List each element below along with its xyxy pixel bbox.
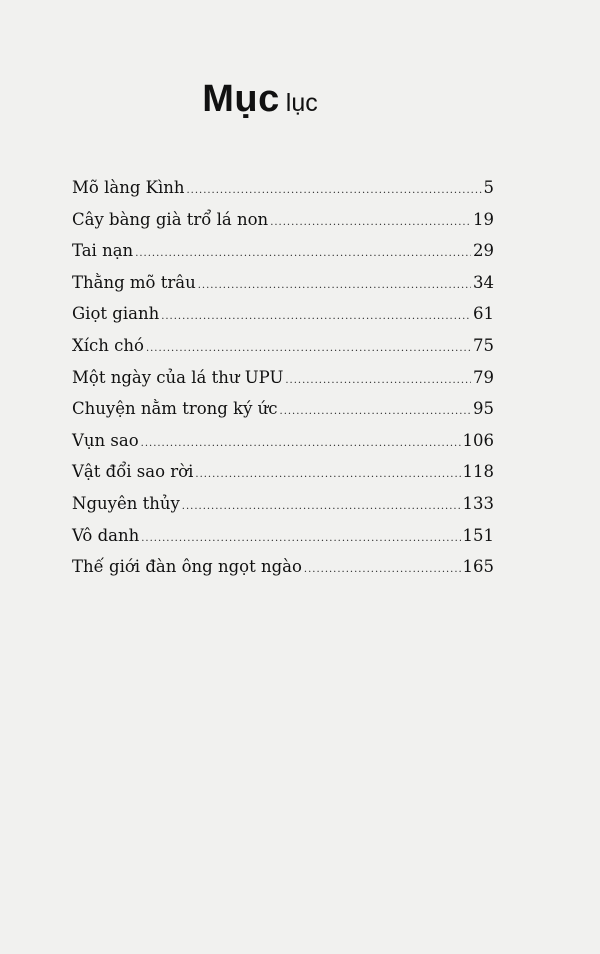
toc-entry-title: Chuyện nằm trong ký ức: [72, 399, 278, 419]
dot-leader: [280, 396, 471, 428]
toc-entry-page: 34: [473, 272, 494, 292]
toc-entry: [72, 551, 494, 583]
toc-entry-title: Thế giới đàn ông ngọt ngào: [72, 557, 302, 577]
dot-leader: [141, 523, 460, 555]
toc-entry-page: 75: [473, 335, 494, 355]
title-main: Mục: [202, 78, 280, 120]
toc-entry-page: 61: [473, 304, 494, 324]
dot-leader: [182, 491, 461, 523]
toc-entry: [72, 172, 494, 204]
toc-entry-page: 133: [462, 493, 494, 513]
dot-leader: [135, 238, 471, 270]
toc-entry-title: Thằng mõ trâu: [72, 272, 196, 292]
toc-entry: [72, 235, 494, 267]
toc-entry-title: Mõ làng Kình: [72, 178, 185, 197]
dot-leader: [198, 270, 471, 302]
toc-entry: [72, 520, 494, 552]
title-sub: lục: [285, 89, 318, 117]
toc-entry-title: Tai nạn: [72, 241, 134, 261]
toc-entry: [72, 362, 494, 394]
toc-entry: [72, 204, 494, 236]
toc-entry-title: Vô danh: [72, 525, 140, 545]
toc-entry: [72, 425, 494, 457]
toc-entry-page: 95: [473, 399, 494, 419]
toc-entry-page: 29: [473, 241, 494, 261]
dot-leader: [270, 207, 471, 239]
page-title: [0, 78, 520, 121]
toc-entry-page: 79: [473, 367, 494, 387]
toc-entry: [72, 298, 494, 330]
toc-entry-page: 19: [473, 209, 494, 229]
dot-leader: [146, 333, 471, 365]
toc-entry-page: 5: [483, 178, 494, 197]
toc-entry-title: Xích chó: [72, 335, 144, 355]
toc-entry: [72, 456, 494, 488]
toc-entry: [72, 330, 494, 362]
dot-leader: [285, 365, 471, 397]
toc-entry-page: 165: [462, 557, 494, 577]
toc-entry-page: 151: [462, 525, 494, 545]
toc-entry-title: Giọt gianh: [72, 304, 160, 324]
dot-leader: [141, 428, 461, 460]
toc-entry-title: Nguyên thủy: [72, 493, 180, 513]
toc-entry-title: Vụn sao: [72, 430, 139, 450]
toc-entry-page: 118: [462, 462, 494, 482]
toc-entry-title: Cây bàng già trổ lá non: [72, 209, 269, 229]
toc-entry-title: Một ngày của lá thư UPU: [72, 367, 284, 387]
toc-entry: [72, 488, 494, 520]
dot-leader: [186, 175, 481, 207]
dot-leader: [304, 554, 461, 586]
toc-entry-page: 106: [462, 430, 494, 450]
toc-entry-title: Vật đổi sao rời: [72, 462, 194, 482]
dot-leader: [161, 301, 471, 333]
table-of-contents: [72, 172, 494, 583]
toc-entry: [72, 393, 494, 425]
dot-leader: [195, 459, 460, 491]
toc-entry: [72, 267, 494, 299]
